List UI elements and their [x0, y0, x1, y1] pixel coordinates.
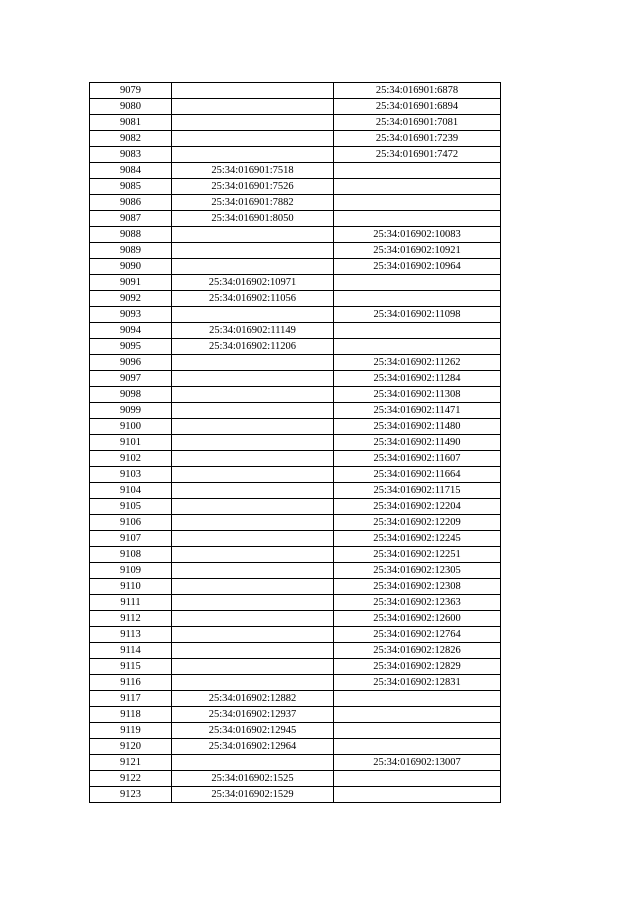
column-3-cell: 25:34:016902:11471 — [334, 403, 501, 419]
column-2-cell — [172, 355, 334, 371]
column-2-cell — [172, 115, 334, 131]
column-2-cell — [172, 435, 334, 451]
column-2-cell — [172, 371, 334, 387]
column-3-cell — [334, 211, 501, 227]
column-2-cell — [172, 659, 334, 675]
column-3-cell: 25:34:016902:12308 — [334, 579, 501, 595]
table-row — [90, 435, 501, 451]
row-number-cell: 9090 — [90, 259, 172, 275]
column-3-cell: 25:34:016902:11480 — [334, 419, 501, 435]
row-number-cell: 9113 — [90, 627, 172, 643]
row-number-cell: 9097 — [90, 371, 172, 387]
column-2-cell — [172, 307, 334, 323]
column-2-cell — [172, 131, 334, 147]
row-number-cell: 9122 — [90, 771, 172, 787]
row-number-cell: 9092 — [90, 291, 172, 307]
row-number-cell: 9096 — [90, 355, 172, 371]
row-number-cell: 9089 — [90, 243, 172, 259]
column-2-cell — [172, 99, 334, 115]
column-3-cell — [334, 323, 501, 339]
row-number-cell: 9119 — [90, 723, 172, 739]
table-row — [90, 195, 501, 211]
row-number-cell: 9100 — [90, 419, 172, 435]
column-3-cell: 25:34:016902:13007 — [334, 755, 501, 771]
column-2-cell: 25:34:016901:7882 — [172, 195, 334, 211]
column-2-cell — [172, 547, 334, 563]
table-row — [90, 211, 501, 227]
column-2-cell — [172, 563, 334, 579]
table-row — [90, 723, 501, 739]
column-2-cell: 25:34:016901:7526 — [172, 179, 334, 195]
column-3-cell: 25:34:016901:6894 — [334, 99, 501, 115]
table-row — [90, 451, 501, 467]
column-2-cell: 25:34:016902:1525 — [172, 771, 334, 787]
column-2-cell — [172, 243, 334, 259]
table-row — [90, 755, 501, 771]
column-2-cell: 25:34:016901:7518 — [172, 163, 334, 179]
column-3-cell: 25:34:016902:12245 — [334, 531, 501, 547]
row-number-cell: 9116 — [90, 675, 172, 691]
row-number-cell: 9121 — [90, 755, 172, 771]
column-2-cell: 25:34:016902:11056 — [172, 291, 334, 307]
column-2-cell: 25:34:016901:8050 — [172, 211, 334, 227]
row-number-cell: 9091 — [90, 275, 172, 291]
column-2-cell — [172, 403, 334, 419]
column-3-cell: 25:34:016902:10921 — [334, 243, 501, 259]
table-row — [90, 547, 501, 563]
row-number-cell: 9102 — [90, 451, 172, 467]
table-body — [90, 83, 501, 803]
row-number-cell: 9086 — [90, 195, 172, 211]
column-2-cell — [172, 387, 334, 403]
table-row — [90, 691, 501, 707]
table-row — [90, 99, 501, 115]
table-row — [90, 131, 501, 147]
row-number-cell: 9114 — [90, 643, 172, 659]
column-2-cell — [172, 483, 334, 499]
column-3-cell — [334, 339, 501, 355]
table-row — [90, 627, 501, 643]
column-2-cell — [172, 499, 334, 515]
column-3-cell — [334, 787, 501, 803]
column-2-cell — [172, 147, 334, 163]
table-row — [90, 243, 501, 259]
row-number-cell: 9093 — [90, 307, 172, 323]
column-3-cell: 25:34:016902:12831 — [334, 675, 501, 691]
column-3-cell: 25:34:016902:12829 — [334, 659, 501, 675]
row-number-cell: 9111 — [90, 595, 172, 611]
column-2-cell: 25:34:016902:12882 — [172, 691, 334, 707]
column-3-cell — [334, 691, 501, 707]
column-2-cell: 25:34:016902:1529 — [172, 787, 334, 803]
column-2-cell — [172, 227, 334, 243]
row-number-cell: 9115 — [90, 659, 172, 675]
row-number-cell: 9123 — [90, 787, 172, 803]
column-2-cell — [172, 755, 334, 771]
column-3-cell: 25:34:016901:7239 — [334, 131, 501, 147]
column-2-cell — [172, 579, 334, 595]
row-number-cell: 9081 — [90, 115, 172, 131]
column-2-cell: 25:34:016902:12964 — [172, 739, 334, 755]
row-number-cell: 9110 — [90, 579, 172, 595]
table-row — [90, 739, 501, 755]
table-row — [90, 467, 501, 483]
table-row — [90, 563, 501, 579]
column-2-cell — [172, 675, 334, 691]
table-row — [90, 659, 501, 675]
row-number-cell: 9083 — [90, 147, 172, 163]
table-row — [90, 291, 501, 307]
table-row — [90, 323, 501, 339]
column-3-cell: 25:34:016902:12305 — [334, 563, 501, 579]
table-row — [90, 771, 501, 787]
table-row — [90, 787, 501, 803]
table-row — [90, 515, 501, 531]
table-row — [90, 675, 501, 691]
column-3-cell: 25:34:016902:11490 — [334, 435, 501, 451]
table-row — [90, 355, 501, 371]
row-number-cell: 9101 — [90, 435, 172, 451]
row-number-cell: 9094 — [90, 323, 172, 339]
row-number-cell: 9105 — [90, 499, 172, 515]
column-3-cell: 25:34:016902:12209 — [334, 515, 501, 531]
row-number-cell: 9103 — [90, 467, 172, 483]
column-3-cell: 25:34:016902:11607 — [334, 451, 501, 467]
table-row — [90, 147, 501, 163]
table-row — [90, 643, 501, 659]
row-number-cell: 9084 — [90, 163, 172, 179]
column-2-cell: 25:34:016902:12937 — [172, 707, 334, 723]
column-3-cell — [334, 707, 501, 723]
column-3-cell: 25:34:016902:11715 — [334, 483, 501, 499]
table-row — [90, 307, 501, 323]
column-2-cell — [172, 467, 334, 483]
column-3-cell: 25:34:016901:7472 — [334, 147, 501, 163]
column-2-cell: 25:34:016902:12945 — [172, 723, 334, 739]
column-3-cell: 25:34:016902:11284 — [334, 371, 501, 387]
column-3-cell: 25:34:016902:10964 — [334, 259, 501, 275]
row-number-cell: 9104 — [90, 483, 172, 499]
column-3-cell — [334, 179, 501, 195]
column-3-cell: 25:34:016902:10083 — [334, 227, 501, 243]
table-row — [90, 499, 501, 515]
table-row — [90, 179, 501, 195]
column-3-cell — [334, 739, 501, 755]
column-2-cell — [172, 515, 334, 531]
row-number-cell: 9120 — [90, 739, 172, 755]
row-number-cell: 9079 — [90, 83, 172, 99]
column-2-cell: 25:34:016902:11149 — [172, 323, 334, 339]
column-3-cell: 25:34:016902:12363 — [334, 595, 501, 611]
column-3-cell: 25:34:016902:11308 — [334, 387, 501, 403]
row-number-cell: 9088 — [90, 227, 172, 243]
row-number-cell: 9095 — [90, 339, 172, 355]
row-number-cell: 9108 — [90, 547, 172, 563]
column-3-cell: 25:34:016901:6878 — [334, 83, 501, 99]
table-row — [90, 371, 501, 387]
column-2-cell — [172, 419, 334, 435]
column-3-cell: 25:34:016902:11262 — [334, 355, 501, 371]
row-number-cell: 9082 — [90, 131, 172, 147]
column-3-cell: 25:34:016902:12251 — [334, 547, 501, 563]
row-number-cell: 9107 — [90, 531, 172, 547]
table-row — [90, 403, 501, 419]
table-row — [90, 483, 501, 499]
column-2-cell — [172, 531, 334, 547]
column-2-cell — [172, 627, 334, 643]
column-3-cell: 25:34:016902:12204 — [334, 499, 501, 515]
table-row — [90, 259, 501, 275]
column-3-cell — [334, 163, 501, 179]
column-3-cell: 25:34:016902:12826 — [334, 643, 501, 659]
row-number-cell: 9106 — [90, 515, 172, 531]
row-number-cell: 9117 — [90, 691, 172, 707]
data-table — [89, 82, 501, 803]
table-row — [90, 611, 501, 627]
table-row — [90, 275, 501, 291]
table-row — [90, 83, 501, 99]
table-row — [90, 163, 501, 179]
column-2-cell — [172, 643, 334, 659]
column-3-cell: 25:34:016901:7081 — [334, 115, 501, 131]
column-3-cell — [334, 771, 501, 787]
row-number-cell: 9080 — [90, 99, 172, 115]
column-3-cell — [334, 195, 501, 211]
table-row — [90, 579, 501, 595]
table-row — [90, 115, 501, 131]
row-number-cell: 9085 — [90, 179, 172, 195]
column-3-cell: 25:34:016902:12764 — [334, 627, 501, 643]
row-number-cell: 9099 — [90, 403, 172, 419]
row-number-cell: 9109 — [90, 563, 172, 579]
column-2-cell — [172, 83, 334, 99]
column-3-cell — [334, 275, 501, 291]
table-row — [90, 339, 501, 355]
column-2-cell: 25:34:016902:11206 — [172, 339, 334, 355]
table-row — [90, 227, 501, 243]
column-2-cell — [172, 611, 334, 627]
column-3-cell — [334, 723, 501, 739]
table-row — [90, 387, 501, 403]
column-2-cell: 25:34:016902:10971 — [172, 275, 334, 291]
row-number-cell: 9098 — [90, 387, 172, 403]
column-2-cell — [172, 451, 334, 467]
column-3-cell: 25:34:016902:11098 — [334, 307, 501, 323]
table-row — [90, 531, 501, 547]
row-number-cell: 9087 — [90, 211, 172, 227]
table-row — [90, 595, 501, 611]
column-3-cell — [334, 291, 501, 307]
table-row — [90, 419, 501, 435]
column-2-cell — [172, 259, 334, 275]
column-3-cell: 25:34:016902:11664 — [334, 467, 501, 483]
table-row — [90, 707, 501, 723]
row-number-cell: 9112 — [90, 611, 172, 627]
column-3-cell: 25:34:016902:12600 — [334, 611, 501, 627]
row-number-cell: 9118 — [90, 707, 172, 723]
column-2-cell — [172, 595, 334, 611]
